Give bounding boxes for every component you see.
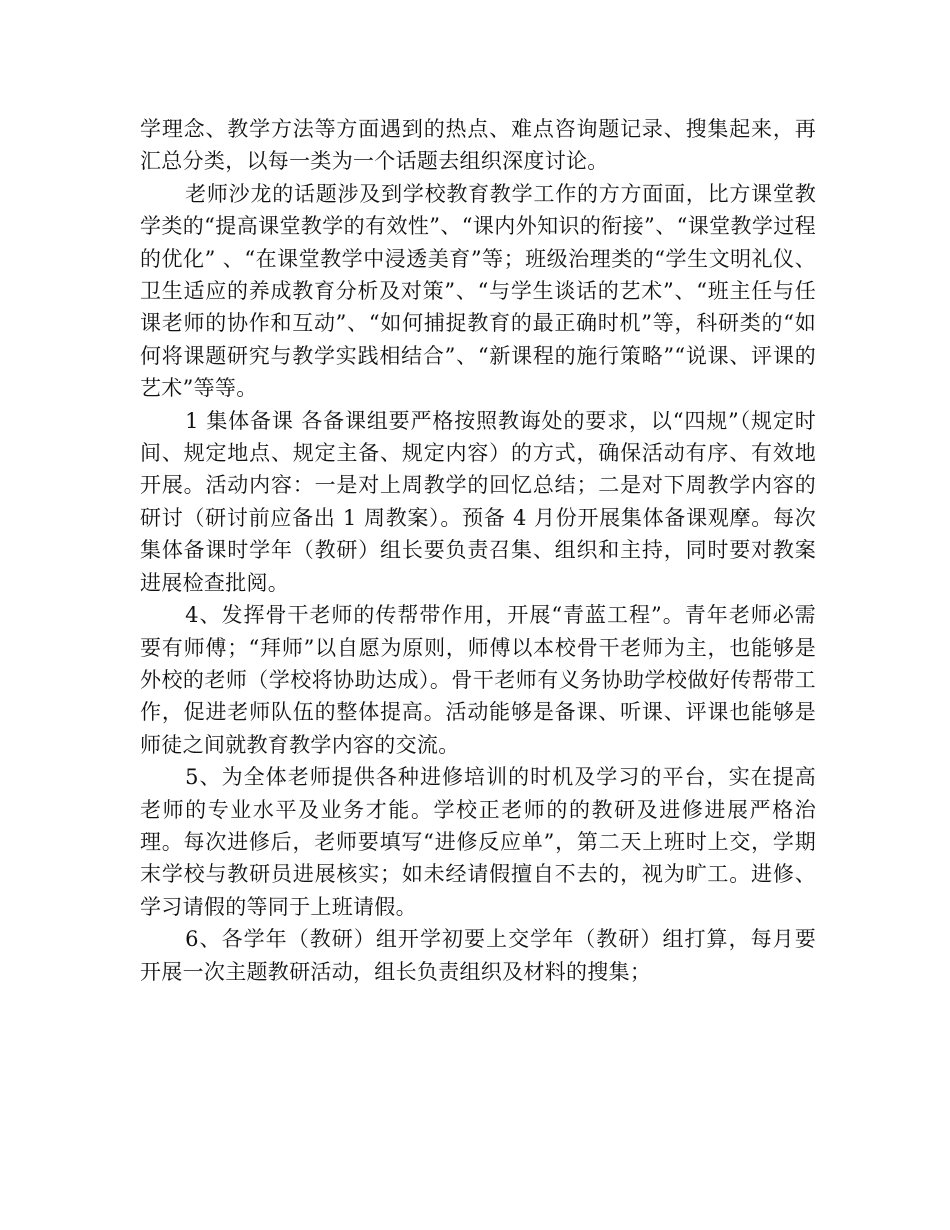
document-body	[140, 113, 816, 988]
paragraph-mentoring: 4、发挥骨干老师的传帮带作用，开展“青蓝工程”。青年老师必需要有师傅；“拜师”以自愿为原则，师傅以本校骨干老师为主，也能够是外校的老师（学校将协助达成）。骨干老师有义务协助学校做好传帮带工作，促进老师队伍的整体提高。活动能够是备课、听课、评课也能够是师徒之间就教育教学内容的交流。	[140, 603, 816, 757]
paragraph-group-plan: 6、各学年（教研）组开学初要上交学年（教研）组打算，每月要开展一次主题教研活动，组长负责组织及材料的搜集；	[140, 927, 816, 984]
paragraph-teacher-salon: 老师沙龙的话题涉及到学校教育教学工作的方方面面，比方课堂教学类的“提高课堂教学的有效性”、“课内外知识的衔接”、“课堂教学过程的优化” 、“在课堂教学中浸透美育”等；班级治理类的“学生文明礼仪、卫生适应的养成教育分析及对策”、“与学生谈话的艺术”、“班主任与任课老师的协作和互动”、“如何捕捉教育的最正确时机”等，科研类的“如何将课题研究与教学实践相结合”、“新课程的施行策略”“说课、评课的艺术”等等。	[140, 181, 816, 401]
paragraph-continuation: 学理念、教学方法等方面遇到的热点、难点咨询题记录、搜集起来，再汇总分类，以每一类为一个话题去组织深度讨论。	[140, 117, 816, 174]
paragraph-training: 5、为全体老师提供各种进修培训的时机及学习的平台，实在提高老师的专业水平及业务才能。学校正老师的的教研及进修进展严格治理。每次进修后，老师要填写“进修反应单”，第二天上班时上交，学期末学校与教研员进展核实；如未经请假擅自不去的，视为旷工。进修、学习请假的等同于上班请假。	[140, 765, 816, 919]
paragraph-collective-lesson-prep: 1 集体备课 各备课组要严格按照教诲处的要求，以“四规”（规定时间、规定地点、规定主备、规定内容）的方式，确保活动有序、有效地开展。活动内容：一是对上周教学的回忆总结；二是对下周教学内容的研讨（研讨前应备出 1 周教案）。预备 4 月份开展集体备课观摩。每次集体备课时学年（教研）组长要负责召集、组织和主持，同时要对教案进展检查批阅。	[140, 408, 816, 595]
